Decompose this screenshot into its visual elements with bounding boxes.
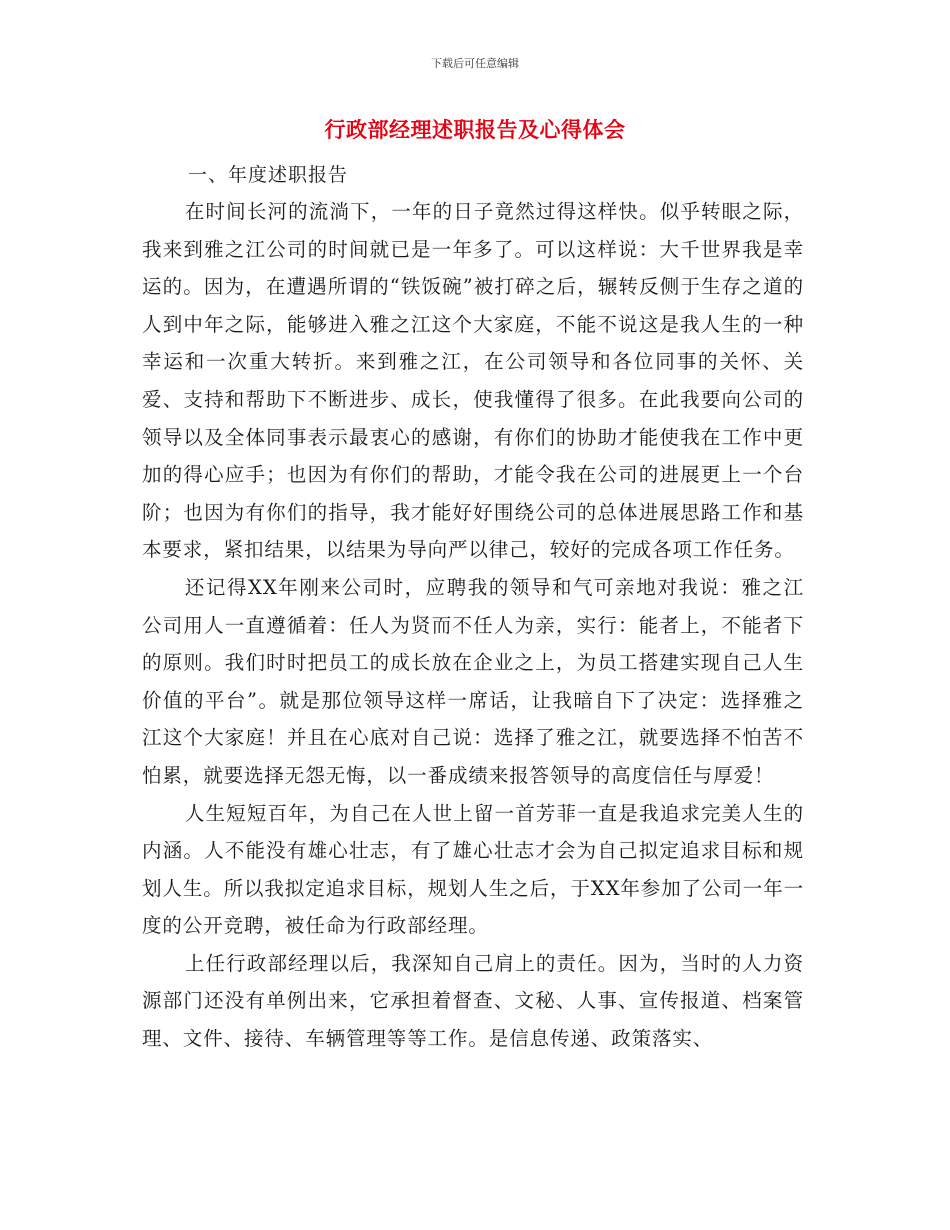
page-header: 下载后可任意编辑	[431, 57, 519, 70]
paragraph: 还记得XX年刚来公司时，应聘我的领导和气可亲地对我说：雅之江公司用人一直遵循着：任人为贤而不任人为亲，实行：能者上，不能者下的原则。我们时时把员工的成长放在企业之上，为员工搭建实现自己人生价值的平台”。就是那位领导这样一席话，让我暗自下了决定：选择雅之江这个大家庭！并且在心底对自己说：选择了雅之江，就要选择不怕苦不怕累，就要选择无怨无悔，以一番成绩来报答领导的高度信任与厚爱！	[142, 575, 804, 787]
paragraph: 人生短短百年，为自己在人世上留一首芳菲一直是我追求完美人生的内涵。人不能没有雄心壮志，有了雄心壮志才会为自己拟定追求目标和规划人生。所以我拟定追求目标，规划人生之后，于XX年参加了公司一年一度的公开竞聘，被任命为行政部经理。	[142, 801, 804, 938]
section-heading: 一、年度述职报告	[188, 164, 349, 186]
document-title: 行政部经理述职报告及心得体会	[324, 117, 626, 142]
paragraph: 在时间长河的流淌下，一年的日子竟然过得这样快。似乎转眼之际，我来到雅之江公司的时间就已是一年多了。可以这样说：大千世界我是幸运的。因为，在遭遇所谓的“铁饭碗”被打碎之后，辗转反侧于生存之道的人到中年之际，能够进入雅之江这个大家庭，不能不说这是我人生的一种幸运和一次重大转折。来到雅之江，在公司领导和各位同事的关怀、关爱、支持和帮助下不断进步、成长，使我懂得了很多。在此我要向公司的领导以及全体同事表示最衷心的感谢，有你们的协助才能使我在工作中更加的得心应手；也因为有你们的帮助，才能令我在公司的进展更上一个台阶；也因为有你们的指导，我才能好好围绕公司的总体进展思路工作和基本要求，紧扣结果，以结果为导向严以律己，较好的完成各项工作任务。	[142, 200, 804, 562]
document-body	[142, 193, 804, 1058]
paragraph: 上任行政部经理以后，我深知自己肩上的责任。因为，当时的人力资源部门还没有单例出来，它承担着督查、文秘、人事、宣传报道、档案管理、文件、接待、车辆管理等等工作。是信息传递、政策落实、	[142, 951, 804, 1051]
